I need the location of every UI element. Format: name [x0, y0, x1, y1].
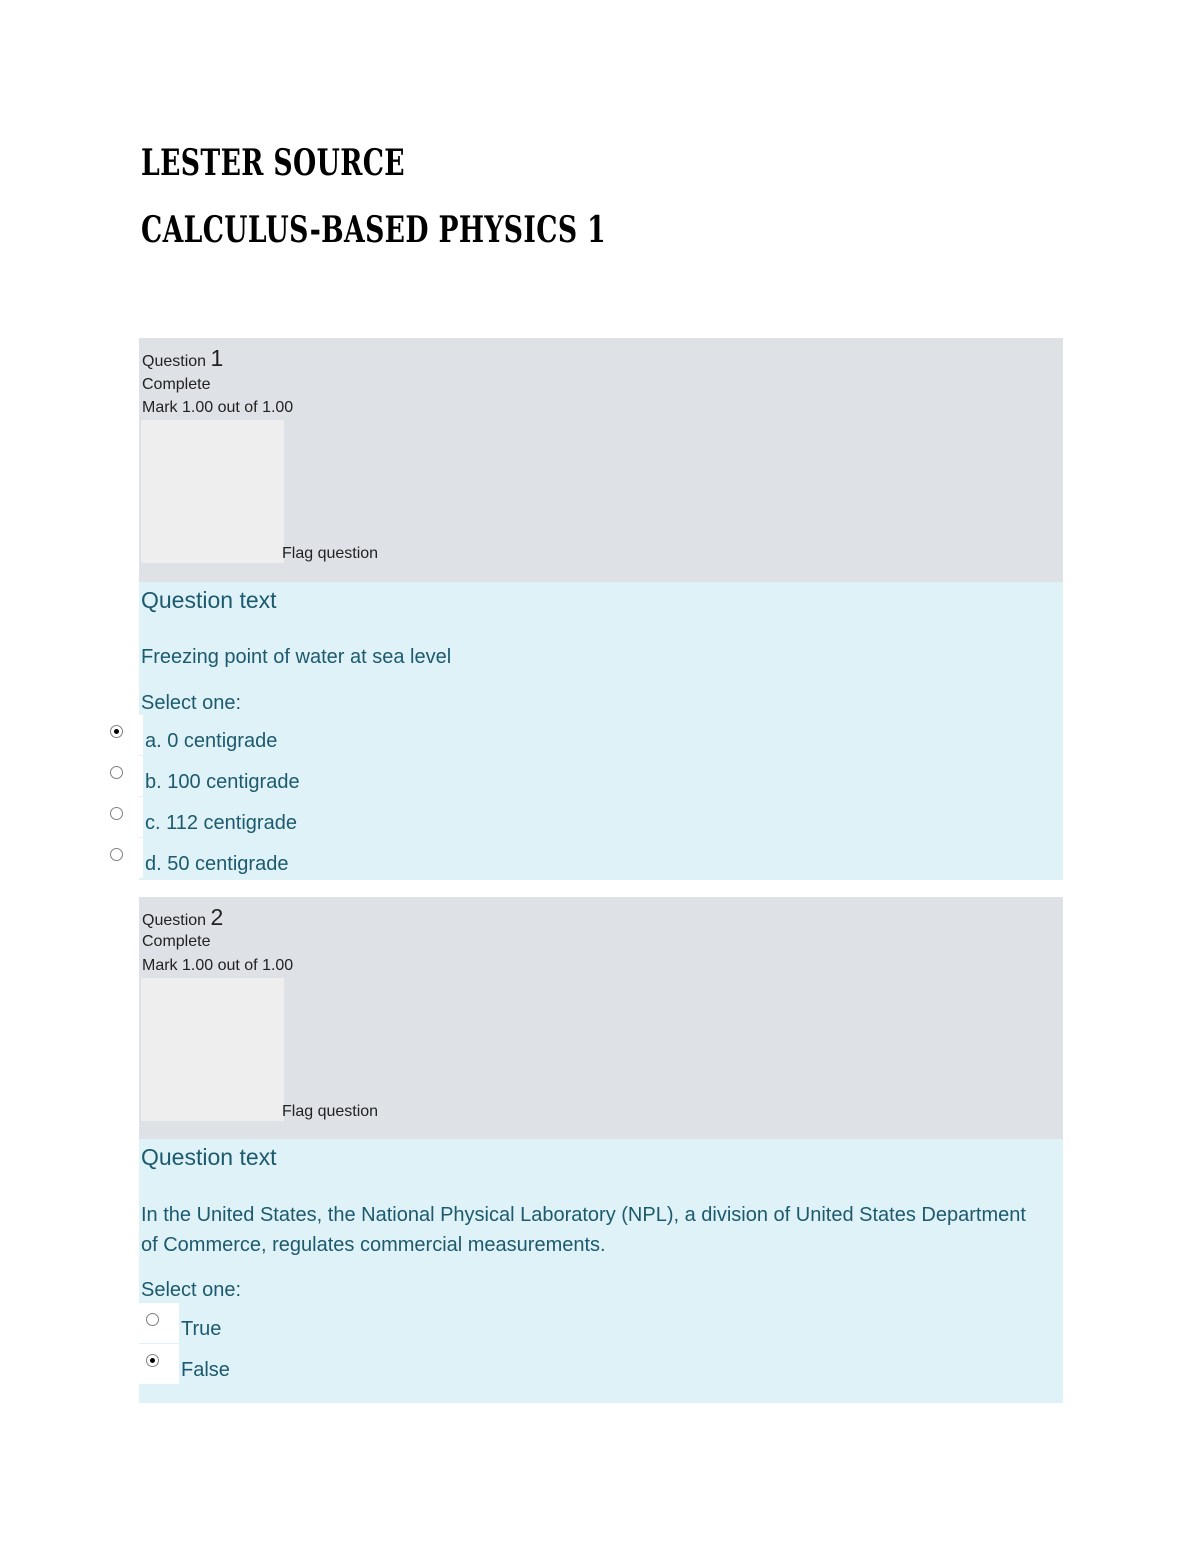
question-number: [142, 345, 223, 372]
question-label: Question: [142, 353, 207, 370]
question-number-value: 2: [210, 904, 224, 930]
radio-cell: [103, 715, 143, 755]
document-subtitle: CALCULUS-BASED PHYSICS 1: [141, 209, 606, 251]
answer-option-label[interactable]: False: [181, 1359, 230, 1381]
question-1-info: [139, 338, 1063, 582]
radio-cell: [139, 1303, 179, 1343]
question-state: Complete: [142, 376, 211, 393]
select-one-label: Select one:: [141, 692, 242, 714]
question-grade: Mark 1.00 out of 1.00: [142, 399, 294, 416]
question-number: [142, 904, 223, 931]
question-state: Complete: [142, 933, 211, 950]
question-prompt: Freezing point of water at sea level: [141, 646, 452, 668]
question-number-value: 1: [210, 345, 224, 371]
answer-option-label[interactable]: c. 112 centigrade: [145, 812, 297, 834]
radio-button-selected-icon[interactable]: [110, 725, 123, 738]
radio-cell: [139, 1344, 179, 1384]
flag-question-link[interactable]: Flag question: [282, 545, 379, 562]
question-2-info: [139, 897, 1063, 1139]
flag-icon[interactable]: [141, 420, 284, 563]
radio-button-icon[interactable]: [110, 807, 123, 820]
question-text-heading: Question text: [141, 587, 277, 613]
answer-option-label[interactable]: True: [181, 1318, 222, 1340]
answer-option-label[interactable]: d. 50 centigrade: [145, 853, 289, 875]
document-title: LESTER SOURCE: [141, 142, 405, 184]
question-prompt: In the United States, the National Physical Laboratory (NPL), a division of United States Department of Commerce, regulates commercial measurements.: [141, 1204, 1026, 1256]
flag-question-link[interactable]: Flag question: [282, 1103, 379, 1120]
answer-option-label[interactable]: b. 100 centigrade: [145, 771, 300, 793]
radio-button-icon[interactable]: [146, 1313, 159, 1326]
question-text-heading: Question text: [141, 1144, 277, 1170]
question-grade: Mark 1.00 out of 1.00: [142, 957, 294, 974]
question-label: Question: [142, 912, 207, 929]
radio-button-selected-icon[interactable]: [146, 1354, 159, 1367]
radio-cell: [103, 838, 143, 878]
radio-button-icon[interactable]: [110, 848, 123, 861]
radio-cell: [103, 756, 143, 796]
flag-icon[interactable]: [141, 978, 284, 1121]
question-2-content: [139, 1139, 1063, 1403]
radio-button-icon[interactable]: [110, 766, 123, 779]
select-one-label: Select one:: [141, 1279, 242, 1301]
question-1-content: [139, 582, 1063, 880]
radio-cell: [103, 797, 143, 837]
answer-option-label[interactable]: a. 0 centigrade: [145, 730, 278, 752]
